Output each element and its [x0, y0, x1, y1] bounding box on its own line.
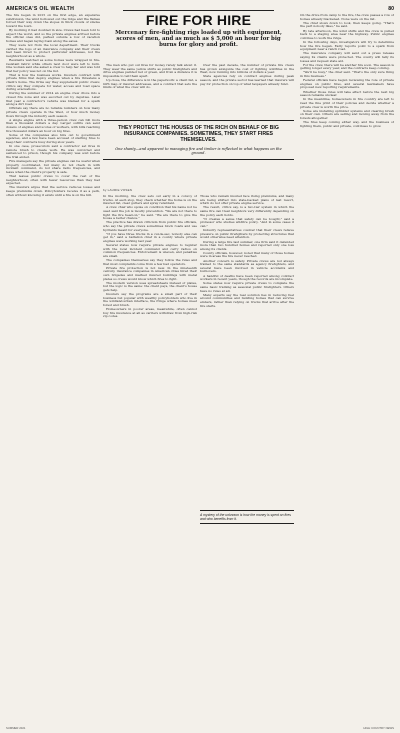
footer-right: HIGH COUNTRY NEWS — [363, 726, 394, 730]
article-column-3 — [200, 195, 294, 726]
paragraph: Whether those rules will take effect before the next big season remains unclear. — [300, 89, 394, 98]
paragraph: Private fire protection is not new. In the nineteenth century, insurance companies in American cities hired their own brigades and marked insured buildings with metal plates so crews would know which fires to fight. — [103, 265, 197, 281]
article-column-4 — [300, 14, 394, 726]
paragraph: In the following days, investigators will try to determine how the fire began. Early reports point to a spark from equipment near a ranch road. — [300, 39, 394, 52]
paragraph: The modern version uses spreadsheets instead of plates, but the logic is the same: the client pays, the client's house gets help. — [103, 280, 197, 292]
paragraph: Federal officials have begun reviewing the role of private engines on public fires, and several lawmakers have proposed new reporting requirements. — [300, 78, 394, 90]
paragraph: The insurers argue that the service reduces losses and keeps premiums down. Policyholders receive it as a perk, often without knowing it exists until a fire is on the hill. — [6, 185, 100, 197]
paragraph: Up close, the difference is in the paperwork: a client list, a GPS map of insured addresses, and a contract that sets the limits of what the crew will do. — [103, 77, 197, 90]
paragraph: Fire managers say the private engines can be useful when properly coordinated, but many do not check in with incident command, do not share radio frequencies, and leave when the client's property is safe. — [6, 159, 100, 174]
paragraph: A crew chief who spoke on condition that his name not be used said the job is mostly prevention. "We are not there to fight the fire head-on," he said. "We are there to give the house a better chance." — [103, 205, 197, 221]
paragraph: Some are installing sprinkler systems and clearing brush on their own. Others are selling and moving away from the forests altogether. — [300, 108, 394, 120]
paragraph: County officials, however, noted that many of those homes were in areas the fire never reached. — [200, 250, 294, 259]
paragraph: Homeowners in poorer areas, meanwhile, often cannot buy fire insurance at all as carriers withdraw from high-risk zip codes. — [103, 307, 197, 319]
article-column-1 — [6, 14, 100, 726]
paragraph: Another concern is safety. Private crews are not always trained to the same standards as agency firefighters, and several have been involved in vehicle accidents and burnovers. — [200, 258, 294, 274]
paragraph: The result, critics say, is a two-tier system in which the same fire can treat neighbors very differently depending on the policy each holds. — [200, 205, 294, 217]
paragraph: The chief slows down to look, then keeps going. "That's the part nobody likes," he said. — [300, 20, 394, 29]
headline-block — [103, 10, 294, 53]
paragraph: By late afternoon, the wind shifts and the crew is pulled back to a staging area near the highway. Public engines continue to work the ridge. — [300, 28, 394, 40]
pullquote — [103, 120, 294, 160]
paragraph: They were not from the local department. Their trucks carried the logo of an insurance company and their crews had been hired to protect particular addresses, not the neighborhood as a whole. — [6, 42, 100, 58]
section-header: AMERICA'S OIL WEALTH — [6, 6, 75, 12]
page-number: 80 — [388, 6, 394, 12]
paragraph: Insurers say the programs are a small part of their business but popular with wealthy policyholders who live in the wildland-urban interface, the fringe where homes meet forest and brush. — [103, 292, 197, 307]
article-column-2 — [103, 195, 197, 726]
paragraph: The fire began in 2015 on the first edge, an expensive subdivision, the wind hollowed out the ridge and the flames forced their way down the slopes in thick clouds of smoke toward the town. — [6, 14, 100, 28]
paragraph: "We'll be busy," the chief said. "That's the only sure thing in this business." — [300, 70, 394, 79]
paragraph: During a large fire last summer, one firm said it defended more than two hundred homes and reported only one loss among its clients. — [200, 239, 294, 251]
paragraph: Some of the companies also hire out to government agencies, and a few have been accused of starting fires to keep their contracts busy during slow years. — [6, 132, 100, 144]
footer-left: SUMMER 2021 — [6, 726, 26, 730]
paragraph: In the morning, the crew sets out early in a convoy of trucks. At each stop, they check whether the home is on the insured list, clear gutters and spray retardant. — [103, 195, 197, 206]
paragraph: "It creates a sense that safety can be bought," said a professor who studies wildfire policy. "And in some cases it can." — [200, 216, 294, 228]
paragraph: Officials say there are no reliable numbers on how many private crews operate in the West, or how much money flows through the industry each season. — [6, 106, 100, 118]
paragraph: That leaves public crews to cover the rest of the neighborhood, often with fewer resources than they had expected. — [6, 174, 100, 186]
paragraph: State agencies rely on contract engines during peak season, and the private sector has learned that insurers will pay for protection on top of what taxpayers already fund. — [200, 74, 294, 86]
paragraph: The companies themselves say they follow the rules and that most complaints come from a few bad operators. — [103, 258, 197, 266]
paragraph: The practice has drawn criticism from public fire officials, who say the private crews sometimes block roads and use hydrants meant for everyone. — [103, 220, 197, 232]
paragraph: By morning it had doubled in size. Crews had been told to expect the worst, and so the private engines arrived before the official ones did, parked outside a row of vacation homes and began laying foam along the eaves. — [6, 27, 100, 43]
headline: FIRE FOR HIRE — [145, 12, 252, 28]
pullquote-text: THEY PROTECT THE HOUSES OF THE RICH ON BEHALF OF BIG INSURANCE COMPANIES. SOMETIMES, THEY START FIRES THEMSELVES. — [118, 125, 279, 144]
paragraph: The insurance company will send out a press release saying its clients were protected. The county will tally its losses and request state aid. — [300, 51, 394, 63]
paragraph: That is how the business works. Insurers contract with private firms that deploy engines when a fire threatens a client's home. The firms say they supplement public crews; critics say they compete for water, access and road space during evacuations. — [6, 72, 100, 92]
paragraph: For the crew, there will be another fire soon. The season is getting longer every year, and the contracts keep coming. — [300, 62, 394, 71]
paragraph: "If you have three trucks in a cul-de-sac, nobody else can get in," said a battalion chief in a county where private engines were working last year. — [103, 231, 197, 243]
paragraph: The fires keep coming either way, and the business of fighting them, public and private, continues to grow. — [300, 120, 394, 128]
footer — [6, 726, 394, 730]
paragraph: Many experts say the real solution lies in reducing fuel around communities and building homes that can survive embers, rather than relying on trucks that arrive after the fire starts. — [200, 292, 294, 308]
kicker-rule — [123, 10, 274, 11]
paragraph: In one case, prosecutors said a contractor set fires in remote brush to create work. He was convicted and sentenced to prison, though his company was sold before the trial ended. — [6, 144, 100, 159]
paragraph: On the drive from camp to the fire, the crew passes a row of homes already blackened. None were on the list. — [300, 14, 394, 21]
pullquote-sub: One shanty—and apparent to managing fire and timber is reflected in what happens on the ground. — [115, 146, 282, 156]
paragraph: Those who remain insured face rising premiums, and many are being shifted into state-backed plans of last resort, which do not offer private engine service. — [200, 195, 294, 206]
paragraph: Over the past decade, the number of private fire crews has grown alongside the cost of fighting wildfires in the West, now running into billions of dollars a year. — [200, 64, 294, 75]
paragraph: During the summer of 2014 an engine crew drove into a closed fire zone and was escorted out by deputies. Later that year a contractor's vehicle was blamed for a spark along a dirt road. — [6, 91, 100, 107]
paragraph: A single engine with a three-person crew can bill more than a thousand dollars a day. Larger outfits can send dozens of engines and scores of workers, with bills reaching five thousand dollars an hour on big fires. — [6, 117, 100, 133]
paragraph: A handful of deaths have been reported among contract workers in recent years, though the records are incomplete. — [200, 273, 294, 282]
paragraph: The men who put out fires for money rarely talk about it. They wear the same yellow shirts as public firefighters and drive engines painted red or green, and from a distance it is impossible to tell them apart. — [103, 64, 197, 78]
deck: Mercenary fire-fighting rigs loaded up with equipment, scores of men, and as much as $ 5,000 an hour for big burns for glory and profit. — [115, 30, 282, 49]
paragraph: In the meantime, homeowners in fire country are left to read the fine print of their policies and decide whether a private crew is worth the price. — [300, 97, 394, 109]
caption: A mystery of the unknown is how the money is spent on fires and who benefits from it. — [200, 510, 294, 524]
paragraph: Residents watched as some homes were wrapped in fire-resistant fabric while others next door were left to burn. One woman said she asked a crew to help her and was told that her policy was not on the list. — [6, 57, 100, 73]
paragraph: Several states now require private engines to register with the local incident command and carry radios on common frequencies. Enforcement is uneven, and penalties are small. — [103, 243, 197, 258]
byline: by LAURIE VOSEN — [103, 188, 133, 192]
paragraph: Some states now require private crews to complete the same basic training as seasonal public firefighters. Others have no rules at all. — [200, 281, 294, 293]
paragraph: Industry representatives counter that their crews relieve pressure on public firefighters by protecting structures that would otherwise need attention. — [200, 228, 294, 240]
